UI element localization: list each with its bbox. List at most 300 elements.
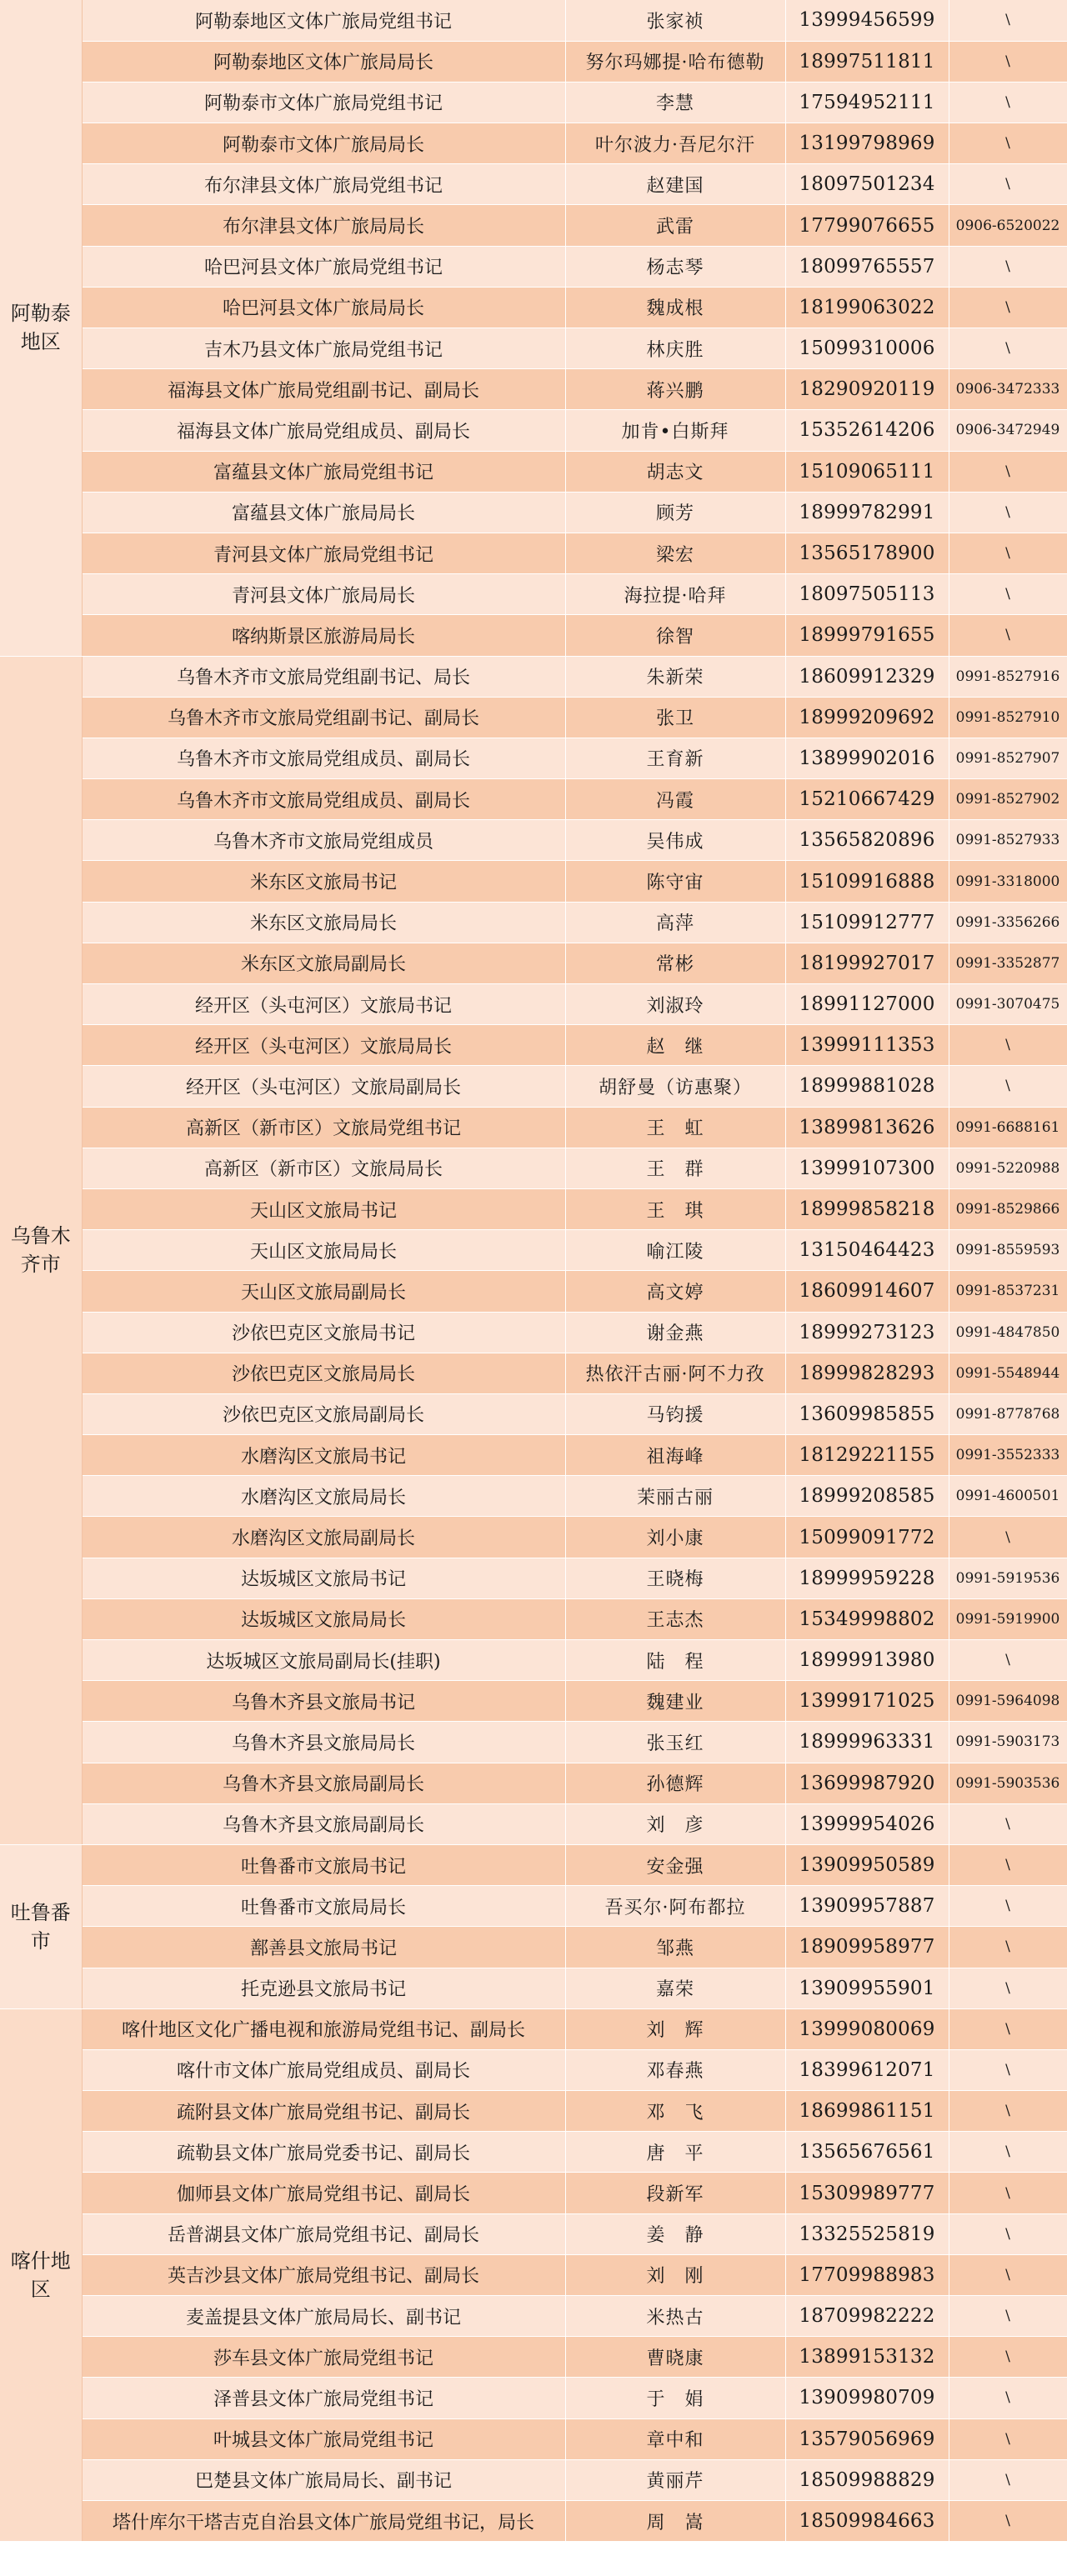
title-cell: 米东区文旅局副局长 bbox=[82, 943, 565, 983]
name-cell: 谢金燕 bbox=[565, 1312, 785, 1353]
mobile-cell: 15349998802 bbox=[785, 1598, 949, 1639]
title-cell: 天山区文旅局书记 bbox=[82, 1188, 565, 1229]
name-cell: 高萍 bbox=[565, 902, 785, 943]
title-cell: 疏附县文体广旅局党组书记、副局长 bbox=[82, 2091, 565, 2132]
title-cell: 高新区（新市区）文旅局局长 bbox=[82, 1148, 565, 1188]
name-cell: 朱新荣 bbox=[565, 656, 785, 697]
name-cell: 王志杰 bbox=[565, 1598, 785, 1639]
landline-cell: \ bbox=[949, 2213, 1067, 2254]
mobile-cell: 13999080069 bbox=[785, 2008, 949, 2049]
landline-cell: \ bbox=[949, 492, 1067, 533]
landline-cell: 0991-8537231 bbox=[949, 1271, 1067, 1312]
mobile-cell: 18999858218 bbox=[785, 1188, 949, 1229]
mobile-cell: 13199798969 bbox=[785, 123, 949, 164]
landline-cell: \ bbox=[949, 2091, 1067, 2132]
landline-cell: 0906-3472949 bbox=[949, 410, 1067, 451]
name-cell: 赵 继 bbox=[565, 1025, 785, 1066]
name-cell: 安金强 bbox=[565, 1844, 785, 1885]
landline-cell: 0991-8778768 bbox=[949, 1393, 1067, 1434]
table-row bbox=[0, 2296, 1067, 2337]
table-row bbox=[0, 328, 1067, 369]
name-cell: 海拉提·哈拜 bbox=[565, 574, 785, 615]
table-row bbox=[0, 1188, 1067, 1229]
table-row bbox=[0, 1681, 1067, 1722]
name-cell: 高文婷 bbox=[565, 1271, 785, 1312]
landline-cell: 0991-8527902 bbox=[949, 779, 1067, 820]
name-cell: 祖海峰 bbox=[565, 1435, 785, 1476]
title-cell: 乌鲁木齐市文旅局党组副书记、副局长 bbox=[82, 697, 565, 738]
title-cell: 塔什库尔干塔吉克自治县文体广旅局党组书记，局长 bbox=[82, 2500, 565, 2541]
table-row bbox=[0, 492, 1067, 533]
name-cell: 赵建国 bbox=[565, 164, 785, 205]
table-row bbox=[0, 615, 1067, 656]
mobile-cell: 17799076655 bbox=[785, 205, 949, 246]
landline-cell: 0991-3318000 bbox=[949, 861, 1067, 902]
title-cell: 哈巴河县文体广旅局党组书记 bbox=[82, 246, 565, 287]
landline-cell: \ bbox=[949, 2500, 1067, 2541]
table-row bbox=[0, 861, 1067, 902]
table-row bbox=[0, 164, 1067, 205]
title-cell: 阿勒泰地区文体广旅局党组书记 bbox=[82, 0, 565, 41]
name-cell: 刘 辉 bbox=[565, 2008, 785, 2049]
landline-cell: 0991-8527910 bbox=[949, 697, 1067, 738]
name-cell: 顾芳 bbox=[565, 492, 785, 533]
title-cell: 鄯善县文旅局书记 bbox=[82, 1927, 565, 1968]
name-cell: 刘小康 bbox=[565, 1517, 785, 1558]
title-cell: 托克逊县文旅局书记 bbox=[82, 1968, 565, 2008]
table-row bbox=[0, 1107, 1067, 1148]
mobile-cell: 13325525819 bbox=[785, 2213, 949, 2254]
landline-cell: \ bbox=[949, 2296, 1067, 2337]
name-cell: 武雷 bbox=[565, 205, 785, 246]
landline-cell: \ bbox=[949, 574, 1067, 615]
title-cell: 麦盖提县文体广旅局局长、副书记 bbox=[82, 2296, 565, 2337]
mobile-cell: 18609912329 bbox=[785, 656, 949, 697]
table-row bbox=[0, 1476, 1067, 1517]
landline-cell: 0991-5903173 bbox=[949, 1722, 1067, 1763]
mobile-cell: 15099091772 bbox=[785, 1517, 949, 1558]
mobile-cell: 18999913980 bbox=[785, 1640, 949, 1681]
landline-cell: \ bbox=[949, 1844, 1067, 1885]
table-row bbox=[0, 984, 1067, 1025]
table-row bbox=[0, 1435, 1067, 1476]
title-cell: 泽普县文体广旅局党组书记 bbox=[82, 2378, 565, 2418]
landline-cell: 0991-3070475 bbox=[949, 984, 1067, 1025]
mobile-cell: 13909957887 bbox=[785, 1886, 949, 1927]
table-row bbox=[0, 1927, 1067, 1968]
table-row bbox=[0, 2049, 1067, 2090]
title-cell: 喀什地区文化广播电视和旅游局党组书记、副局长 bbox=[82, 2008, 565, 2049]
landline-cell: \ bbox=[949, 164, 1067, 205]
title-cell: 乌鲁木齐县文旅局局长 bbox=[82, 1722, 565, 1763]
name-cell: 刘 彦 bbox=[565, 1803, 785, 1844]
name-cell: 张家祯 bbox=[565, 0, 785, 41]
name-cell: 叶尔波力·吾尼尔汗 bbox=[565, 123, 785, 164]
name-cell: 常彬 bbox=[565, 943, 785, 983]
table-row bbox=[0, 943, 1067, 983]
landline-cell: 0991-3356266 bbox=[949, 902, 1067, 943]
mobile-cell: 13999456599 bbox=[785, 0, 949, 41]
table-row bbox=[0, 0, 1067, 41]
mobile-cell: 18999791655 bbox=[785, 615, 949, 656]
table-row bbox=[0, 1844, 1067, 1885]
title-cell: 经开区（头屯河区）文旅局局长 bbox=[82, 1025, 565, 1066]
mobile-cell: 13150464423 bbox=[785, 1230, 949, 1271]
landline-cell: \ bbox=[949, 2378, 1067, 2418]
landline-cell: 0991-5919900 bbox=[949, 1598, 1067, 1639]
mobile-cell: 18609914607 bbox=[785, 1271, 949, 1312]
table-row bbox=[0, 2008, 1067, 2049]
table-row bbox=[0, 820, 1067, 861]
mobile-cell: 15109916888 bbox=[785, 861, 949, 902]
table-row bbox=[0, 1640, 1067, 1681]
mobile-cell: 15352614206 bbox=[785, 410, 949, 451]
landline-cell: \ bbox=[949, 123, 1067, 164]
title-cell: 富蕴县文体广旅局局长 bbox=[82, 492, 565, 533]
table-row bbox=[0, 41, 1067, 82]
table-row bbox=[0, 2091, 1067, 2132]
title-cell: 米东区文旅局书记 bbox=[82, 861, 565, 902]
landline-cell: \ bbox=[949, 1927, 1067, 1968]
mobile-cell: 18099765557 bbox=[785, 246, 949, 287]
landline-cell: 0991-4600501 bbox=[949, 1476, 1067, 1517]
mobile-cell: 13909950589 bbox=[785, 1844, 949, 1885]
name-cell: 刘淑玲 bbox=[565, 984, 785, 1025]
title-cell: 乌鲁木齐市文旅局党组成员、副局长 bbox=[82, 779, 565, 820]
landline-cell: \ bbox=[949, 2418, 1067, 2459]
table-row bbox=[0, 369, 1067, 410]
mobile-cell: 18999208585 bbox=[785, 1476, 949, 1517]
name-cell: 胡舒曼（访惠聚） bbox=[565, 1066, 785, 1107]
name-cell: 杨志琴 bbox=[565, 246, 785, 287]
table-row bbox=[0, 2459, 1067, 2500]
table-row bbox=[0, 1968, 1067, 2008]
title-cell: 乌鲁木齐市文旅局党组成员 bbox=[82, 820, 565, 861]
name-cell: 王 群 bbox=[565, 1148, 785, 1188]
table-row bbox=[0, 2173, 1067, 2213]
region-cell bbox=[0, 656, 82, 1844]
title-cell: 布尔津县文体广旅局党组书记 bbox=[82, 164, 565, 205]
mobile-cell: 13565178900 bbox=[785, 533, 949, 573]
mobile-cell: 13899813626 bbox=[785, 1107, 949, 1148]
mobile-cell: 18199063022 bbox=[785, 287, 949, 328]
region-cell bbox=[0, 0, 82, 656]
landline-cell: 0991-5548944 bbox=[949, 1353, 1067, 1393]
table-row bbox=[0, 1025, 1067, 1066]
title-cell: 乌鲁木齐县文旅局副局长 bbox=[82, 1763, 565, 1803]
name-cell: 吴伟成 bbox=[565, 820, 785, 861]
name-cell: 魏建业 bbox=[565, 1681, 785, 1722]
table-row bbox=[0, 1066, 1067, 1107]
title-cell: 阿勒泰市文体广旅局党组书记 bbox=[82, 82, 565, 123]
table-row bbox=[0, 123, 1067, 164]
table-row bbox=[0, 1763, 1067, 1803]
title-cell: 水磨沟区文旅局局长 bbox=[82, 1476, 565, 1517]
title-cell: 喀纳斯景区旅游局局长 bbox=[82, 615, 565, 656]
title-cell: 经开区（头屯河区）文旅局副局长 bbox=[82, 1066, 565, 1107]
landline-cell: \ bbox=[949, 2008, 1067, 2049]
name-cell: 嘉荣 bbox=[565, 1968, 785, 2008]
title-cell: 沙依巴克区文旅局书记 bbox=[82, 1312, 565, 1353]
title-cell: 天山区文旅局局长 bbox=[82, 1230, 565, 1271]
title-cell: 英吉沙县文体广旅局党组书记、副局长 bbox=[82, 2254, 565, 2295]
mobile-cell: 18699861151 bbox=[785, 2091, 949, 2132]
mobile-cell: 18997511811 bbox=[785, 41, 949, 82]
table-row bbox=[0, 1148, 1067, 1188]
title-cell: 米东区文旅局局长 bbox=[82, 902, 565, 943]
name-cell: 茉丽古丽 bbox=[565, 1476, 785, 1517]
mobile-cell: 18097505113 bbox=[785, 574, 949, 615]
mobile-cell: 18999959228 bbox=[785, 1558, 949, 1598]
table-row bbox=[0, 2254, 1067, 2295]
mobile-cell: 17594952111 bbox=[785, 82, 949, 123]
mobile-cell: 18999963331 bbox=[785, 1722, 949, 1763]
mobile-cell: 13999954026 bbox=[785, 1803, 949, 1844]
mobile-cell: 18097501234 bbox=[785, 164, 949, 205]
title-cell: 福海县文体广旅局党组成员、副局长 bbox=[82, 410, 565, 451]
name-cell: 曹晓康 bbox=[565, 2337, 785, 2378]
region-label: 阿勒泰地区 bbox=[10, 302, 71, 354]
landline-cell: 0991-8527933 bbox=[949, 820, 1067, 861]
mobile-cell: 18199927017 bbox=[785, 943, 949, 983]
title-cell: 巴楚县文体广旅局局长、副书记 bbox=[82, 2459, 565, 2500]
mobile-cell: 13899153132 bbox=[785, 2337, 949, 2378]
table-row bbox=[0, 1393, 1067, 1434]
landline-cell: \ bbox=[949, 2459, 1067, 2500]
table-row bbox=[0, 410, 1067, 451]
region-cell bbox=[0, 2008, 82, 2541]
table-row bbox=[0, 1230, 1067, 1271]
landline-cell: \ bbox=[949, 1025, 1067, 1066]
title-cell: 莎车县文体广旅局党组书记 bbox=[82, 2337, 565, 2378]
table-row bbox=[0, 2213, 1067, 2254]
mobile-cell: 13909980709 bbox=[785, 2378, 949, 2418]
name-cell: 唐 平 bbox=[565, 2132, 785, 2173]
title-cell: 沙依巴克区文旅局局长 bbox=[82, 1353, 565, 1393]
mobile-cell: 13565820896 bbox=[785, 820, 949, 861]
landline-cell: 0906-3472333 bbox=[949, 369, 1067, 410]
mobile-cell: 13909955901 bbox=[785, 1968, 949, 2008]
landline-cell: 0991-3352877 bbox=[949, 943, 1067, 983]
name-cell: 马钧援 bbox=[565, 1393, 785, 1434]
landline-cell: 0991-6688161 bbox=[949, 1107, 1067, 1148]
name-cell: 喻江陵 bbox=[565, 1230, 785, 1271]
mobile-cell: 15210667429 bbox=[785, 779, 949, 820]
name-cell: 李慧 bbox=[565, 82, 785, 123]
name-cell: 热依汗古丽·阿不力孜 bbox=[565, 1353, 785, 1393]
mobile-cell: 18509988829 bbox=[785, 2459, 949, 2500]
title-cell: 乌鲁木齐市文旅局党组成员、副局长 bbox=[82, 738, 565, 778]
table-row bbox=[0, 656, 1067, 697]
name-cell: 冯霞 bbox=[565, 779, 785, 820]
landline-cell: \ bbox=[949, 2173, 1067, 2213]
table-row bbox=[0, 1598, 1067, 1639]
mobile-cell: 18399612071 bbox=[785, 2049, 949, 2090]
mobile-cell: 18909958977 bbox=[785, 1927, 949, 1968]
mobile-cell: 13579056969 bbox=[785, 2418, 949, 2459]
landline-cell: \ bbox=[949, 1886, 1067, 1927]
table-row bbox=[0, 1517, 1067, 1558]
title-cell: 高新区（新市区）文旅局党组书记 bbox=[82, 1107, 565, 1148]
title-cell: 达坂城区文旅局局长 bbox=[82, 1598, 565, 1639]
table-row bbox=[0, 779, 1067, 820]
mobile-cell: 13899902016 bbox=[785, 738, 949, 778]
table-row bbox=[0, 246, 1067, 287]
landline-cell: \ bbox=[949, 2049, 1067, 2090]
landline-cell: 0991-5903536 bbox=[949, 1763, 1067, 1803]
name-cell: 孙德辉 bbox=[565, 1763, 785, 1803]
landline-cell: 0906-6520022 bbox=[949, 205, 1067, 246]
name-cell: 刘 刚 bbox=[565, 2254, 785, 2295]
landline-cell: \ bbox=[949, 2337, 1067, 2378]
name-cell: 魏成根 bbox=[565, 287, 785, 328]
table-row bbox=[0, 1271, 1067, 1312]
table-row bbox=[0, 738, 1067, 778]
landline-cell: \ bbox=[949, 82, 1067, 123]
landline-cell: \ bbox=[949, 1640, 1067, 1681]
mobile-cell: 15309989777 bbox=[785, 2173, 949, 2213]
title-cell: 福海县文体广旅局党组副书记、副局长 bbox=[82, 369, 565, 410]
landline-cell: \ bbox=[949, 533, 1067, 573]
title-cell: 喀什市文体广旅局党组成员、副局长 bbox=[82, 2049, 565, 2090]
table-row bbox=[0, 2132, 1067, 2173]
title-cell: 水磨沟区文旅局副局长 bbox=[82, 1517, 565, 1558]
table-row bbox=[0, 574, 1067, 615]
landline-cell: \ bbox=[949, 1066, 1067, 1107]
landline-cell: \ bbox=[949, 41, 1067, 82]
name-cell: 段新军 bbox=[565, 2173, 785, 2213]
landline-cell: 0991-8527907 bbox=[949, 738, 1067, 778]
landline-cell: \ bbox=[949, 1517, 1067, 1558]
name-cell: 邹燕 bbox=[565, 1927, 785, 1968]
title-cell: 青河县文体广旅局党组书记 bbox=[82, 533, 565, 573]
table-row bbox=[0, 1312, 1067, 1353]
name-cell: 姜 静 bbox=[565, 2213, 785, 2254]
name-cell: 胡志文 bbox=[565, 451, 785, 492]
table-row bbox=[0, 1803, 1067, 1844]
table-row bbox=[0, 1558, 1067, 1598]
table-row bbox=[0, 2418, 1067, 2459]
name-cell: 林庆胜 bbox=[565, 328, 785, 369]
name-cell: 邓 飞 bbox=[565, 2091, 785, 2132]
title-cell: 吉木乃县文体广旅局党组书记 bbox=[82, 328, 565, 369]
table-row bbox=[0, 533, 1067, 573]
mobile-cell: 18999828293 bbox=[785, 1353, 949, 1393]
region-cell bbox=[0, 1844, 82, 2008]
title-cell: 吐鲁番市文旅局书记 bbox=[82, 1844, 565, 1885]
table-row bbox=[0, 451, 1067, 492]
title-cell: 疏勒县文体广旅局党委书记、副局长 bbox=[82, 2132, 565, 2173]
name-cell: 梁宏 bbox=[565, 533, 785, 573]
mobile-cell: 13609985855 bbox=[785, 1393, 949, 1434]
landline-cell: 0991-4847850 bbox=[949, 1312, 1067, 1353]
landline-cell: \ bbox=[949, 287, 1067, 328]
title-cell: 经开区（头屯河区）文旅局书记 bbox=[82, 984, 565, 1025]
name-cell: 王 虹 bbox=[565, 1107, 785, 1148]
title-cell: 达坂城区文旅局副局长(挂职) bbox=[82, 1640, 565, 1681]
title-cell: 天山区文旅局副局长 bbox=[82, 1271, 565, 1312]
region-label: 乌鲁木齐市 bbox=[10, 1224, 71, 1277]
name-cell: 蒋兴鹏 bbox=[565, 369, 785, 410]
landline-cell: 0991-5919536 bbox=[949, 1558, 1067, 1598]
mobile-cell: 18999881028 bbox=[785, 1066, 949, 1107]
name-cell: 张玉红 bbox=[565, 1722, 785, 1763]
landline-cell: 0991-8527916 bbox=[949, 656, 1067, 697]
mobile-cell: 15099310006 bbox=[785, 328, 949, 369]
table-row bbox=[0, 1722, 1067, 1763]
mobile-cell: 18999273123 bbox=[785, 1312, 949, 1353]
title-cell: 达坂城区文旅局书记 bbox=[82, 1558, 565, 1598]
name-cell: 王育新 bbox=[565, 738, 785, 778]
name-cell: 王晓梅 bbox=[565, 1558, 785, 1598]
name-cell: 邓春燕 bbox=[565, 2049, 785, 2090]
landline-cell: \ bbox=[949, 1968, 1067, 2008]
table-row bbox=[0, 2378, 1067, 2418]
title-cell: 青河县文体广旅局局长 bbox=[82, 574, 565, 615]
name-cell: 陈守宙 bbox=[565, 861, 785, 902]
landline-cell: \ bbox=[949, 328, 1067, 369]
landline-cell: \ bbox=[949, 615, 1067, 656]
table-row bbox=[0, 1886, 1067, 1927]
landline-cell: \ bbox=[949, 451, 1067, 492]
name-cell: 黄丽芹 bbox=[565, 2459, 785, 2500]
mobile-cell: 13999107300 bbox=[785, 1148, 949, 1188]
name-cell: 徐智 bbox=[565, 615, 785, 656]
title-cell: 沙依巴克区文旅局副局长 bbox=[82, 1393, 565, 1434]
title-cell: 水磨沟区文旅局书记 bbox=[82, 1435, 565, 1476]
landline-cell: \ bbox=[949, 2132, 1067, 2173]
table-row bbox=[0, 902, 1067, 943]
mobile-cell: 13999111353 bbox=[785, 1025, 949, 1066]
name-cell: 陆 程 bbox=[565, 1640, 785, 1681]
title-cell: 乌鲁木齐县文旅局书记 bbox=[82, 1681, 565, 1722]
title-cell: 哈巴河县文体广旅局局长 bbox=[82, 287, 565, 328]
region-label: 吐鲁番市 bbox=[10, 1900, 71, 1953]
title-cell: 乌鲁木齐县文旅局副局长 bbox=[82, 1803, 565, 1844]
name-cell: 章中和 bbox=[565, 2418, 785, 2459]
table-row bbox=[0, 287, 1067, 328]
mobile-cell: 17709988983 bbox=[785, 2254, 949, 2295]
title-cell: 布尔津县文体广旅局局长 bbox=[82, 205, 565, 246]
mobile-cell: 18999209692 bbox=[785, 697, 949, 738]
mobile-cell: 13565676561 bbox=[785, 2132, 949, 2173]
landline-cell: \ bbox=[949, 1803, 1067, 1844]
mobile-cell: 13699987920 bbox=[785, 1763, 949, 1803]
mobile-cell: 15109912777 bbox=[785, 902, 949, 943]
mobile-cell: 18999782991 bbox=[785, 492, 949, 533]
table-row bbox=[0, 2500, 1067, 2541]
landline-cell: 0991-5220988 bbox=[949, 1148, 1067, 1188]
mobile-cell: 18509984663 bbox=[785, 2500, 949, 2541]
mobile-cell: 18991127000 bbox=[785, 984, 949, 1025]
mobile-cell: 18129221155 bbox=[785, 1435, 949, 1476]
name-cell: 努尔玛娜提·哈布德勒 bbox=[565, 41, 785, 82]
title-cell: 吐鲁番市文旅局局长 bbox=[82, 1886, 565, 1927]
title-cell: 阿勒泰市文体广旅局局长 bbox=[82, 123, 565, 164]
name-cell: 周 嵩 bbox=[565, 2500, 785, 2541]
landline-cell: 0991-8559593 bbox=[949, 1230, 1067, 1271]
title-cell: 叶城县文体广旅局党组书记 bbox=[82, 2418, 565, 2459]
name-cell: 吾买尔·阿布都拉 bbox=[565, 1886, 785, 1927]
region-label: 喀什地区 bbox=[10, 2248, 71, 2301]
name-cell: 加肯•白斯拜 bbox=[565, 410, 785, 451]
table-row bbox=[0, 82, 1067, 123]
title-cell: 伽师县文体广旅局党组书记、副局长 bbox=[82, 2173, 565, 2213]
table-row bbox=[0, 697, 1067, 738]
landline-cell: 0991-5964098 bbox=[949, 1681, 1067, 1722]
landline-cell: 0991-3552333 bbox=[949, 1435, 1067, 1476]
title-cell: 阿勒泰地区文体广旅局局长 bbox=[82, 41, 565, 82]
